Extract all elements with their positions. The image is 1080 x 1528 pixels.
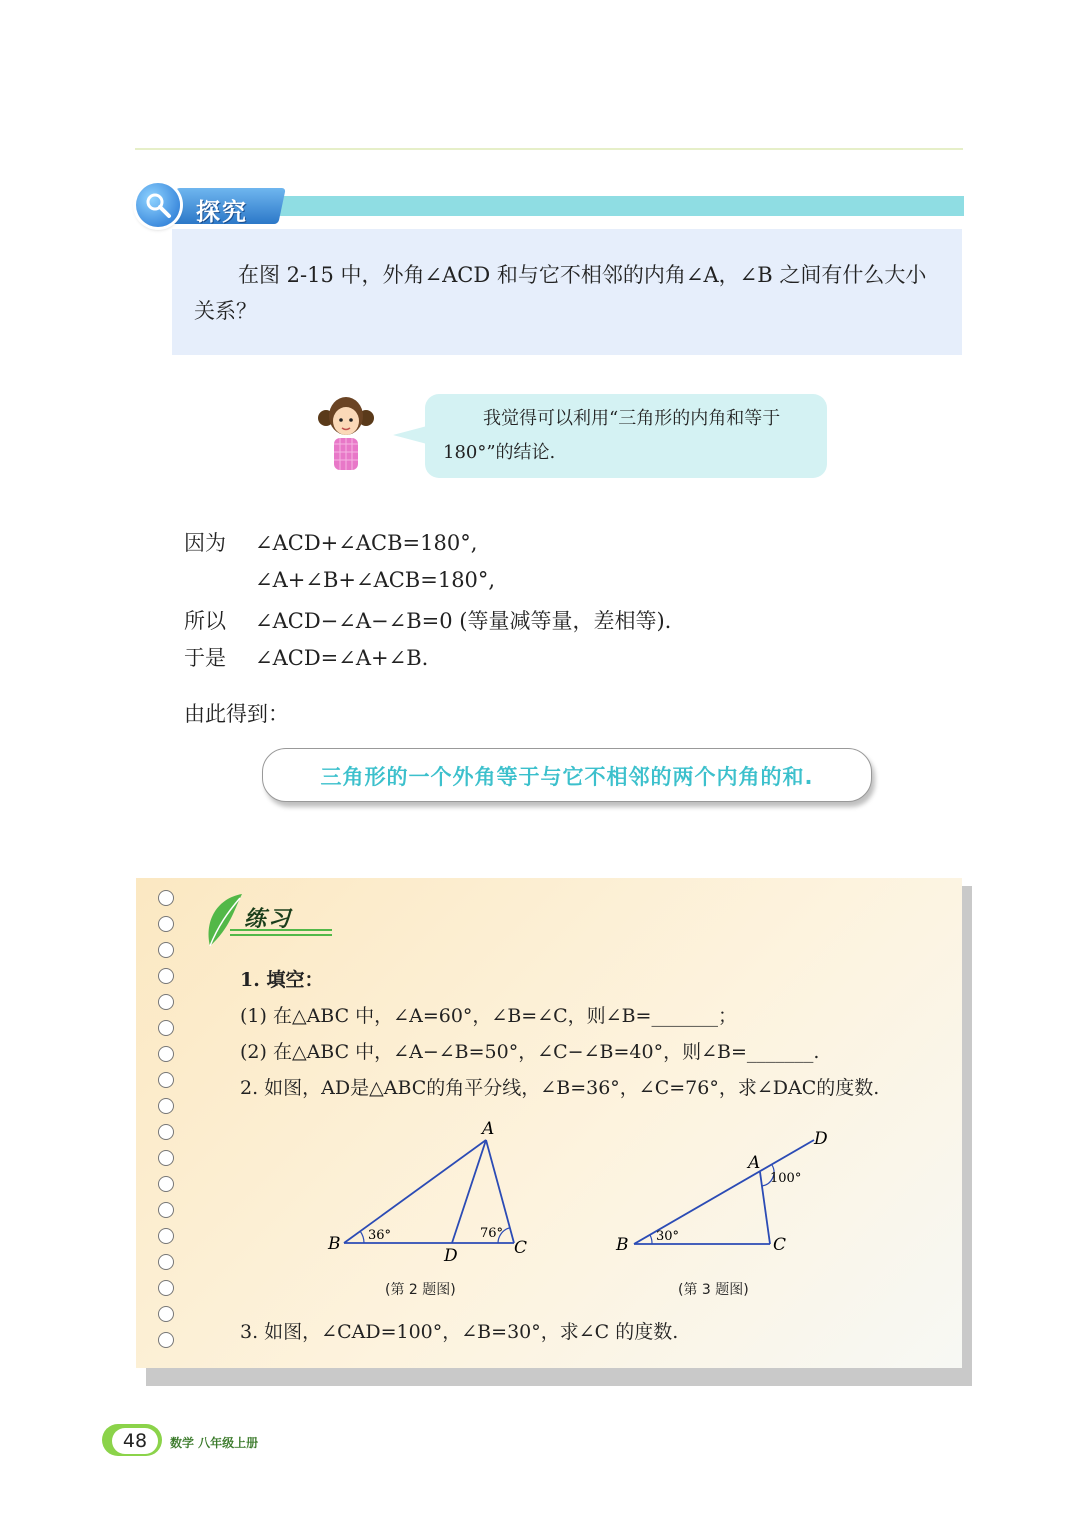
ring xyxy=(158,968,174,984)
fig3-label-c: C xyxy=(773,1235,787,1255)
explore-question: 在图 2-15 中，外角∠ACD 和与它不相邻的内角∠A，∠B 之间有什么大小关系？ xyxy=(194,263,927,323)
fig2-angle-c: 76° xyxy=(480,1226,504,1241)
fig2-label-a: A xyxy=(482,1119,495,1139)
ring xyxy=(158,1072,174,1088)
page-number: 48 xyxy=(122,1430,148,1452)
equation-3: ∠ACD−∠A−∠B=0 (等量减等量，差相等). xyxy=(255,609,672,633)
speech-text: 我觉得可以利用“三角形的内角和等于180°”的结论. xyxy=(443,408,781,463)
explore-box xyxy=(172,229,962,355)
fig3-label-b: B xyxy=(616,1235,629,1255)
fig2-label-b: B xyxy=(328,1234,341,1254)
page-footer xyxy=(102,1418,302,1462)
speech-bubble xyxy=(425,394,827,478)
ring xyxy=(158,1228,174,1244)
fig2-angle-b: 36° xyxy=(368,1228,392,1243)
question-1-title: 1. 填空： xyxy=(240,969,324,991)
fig3-angle-a: 100° xyxy=(770,1171,802,1186)
magnifier-icon xyxy=(136,183,180,227)
practice-title: 练习 xyxy=(244,907,293,932)
speech-bubble-tail xyxy=(393,426,427,444)
ring xyxy=(158,1306,174,1322)
practice-panel xyxy=(136,878,962,1368)
ring xyxy=(158,1098,174,1114)
ring xyxy=(158,916,174,932)
page-number-inner xyxy=(112,1428,158,1454)
ring xyxy=(158,1176,174,1192)
conclusion-text: 三角形的一个外角等于与它不相邻的两个内角的和. xyxy=(320,765,814,789)
ring xyxy=(158,1020,174,1036)
top-rule xyxy=(135,148,963,150)
because-label: 因为 xyxy=(184,531,226,555)
question-1-part-1: (1) 在△ABC 中，∠A=60°，∠B=∠C，则∠B=_______； xyxy=(240,1005,737,1027)
explore-title: 探究 xyxy=(196,198,248,226)
so-label: 所以 xyxy=(184,609,226,633)
fig3-angle-b: 30° xyxy=(656,1229,680,1244)
practice-header xyxy=(200,890,340,950)
girl-illustration xyxy=(318,394,374,474)
figure-2 xyxy=(320,1118,530,1268)
figure-3-caption: (第 3 题图) xyxy=(678,1282,749,1298)
conclusion-box xyxy=(262,748,872,802)
ring xyxy=(158,1202,174,1218)
question-2: 2. 如图，AD是△ABC的角平分线，∠B=36°，∠C=76°，求∠DAC的度数. xyxy=(240,1077,880,1099)
question-3: 3. 如图，∠CAD=100°，∠B=30°，求∠C 的度数. xyxy=(240,1321,679,1343)
ring xyxy=(158,994,174,1010)
ring xyxy=(158,1046,174,1062)
equation-4: ∠ACD=∠A+∠B. xyxy=(255,646,429,670)
ring xyxy=(158,942,174,958)
explore-header xyxy=(136,183,964,229)
conclude-label: 由此得到： xyxy=(184,702,289,726)
ring xyxy=(158,1332,174,1348)
explore-header-bar xyxy=(276,196,964,216)
ring xyxy=(158,890,174,906)
figure-2-caption: (第 2 题图) xyxy=(385,1282,456,1298)
book-title: 数学 八年级上册 xyxy=(170,1436,259,1450)
fig2-label-d: D xyxy=(444,1246,458,1266)
ring xyxy=(158,1254,174,1270)
figure-3 xyxy=(610,1126,840,1266)
ring xyxy=(158,1150,174,1166)
ring xyxy=(158,1280,174,1296)
question-1-part-2: (2) 在△ABC 中，∠A−∠B=50°，∠C−∠B=40°，则∠B=_______. xyxy=(240,1041,820,1063)
thus-label: 于是 xyxy=(184,646,226,670)
fig3-label-d: D xyxy=(814,1129,828,1149)
notebook-rings xyxy=(158,890,178,1360)
fig3-label-a: A xyxy=(748,1153,761,1173)
page-number-badge xyxy=(102,1424,162,1456)
equation-1: ∠ACD+∠ACB=180°, xyxy=(255,531,478,555)
ring xyxy=(158,1124,174,1140)
fig2-label-c: C xyxy=(514,1238,528,1258)
equation-2: ∠A+∠B+∠ACB=180°, xyxy=(255,568,496,592)
